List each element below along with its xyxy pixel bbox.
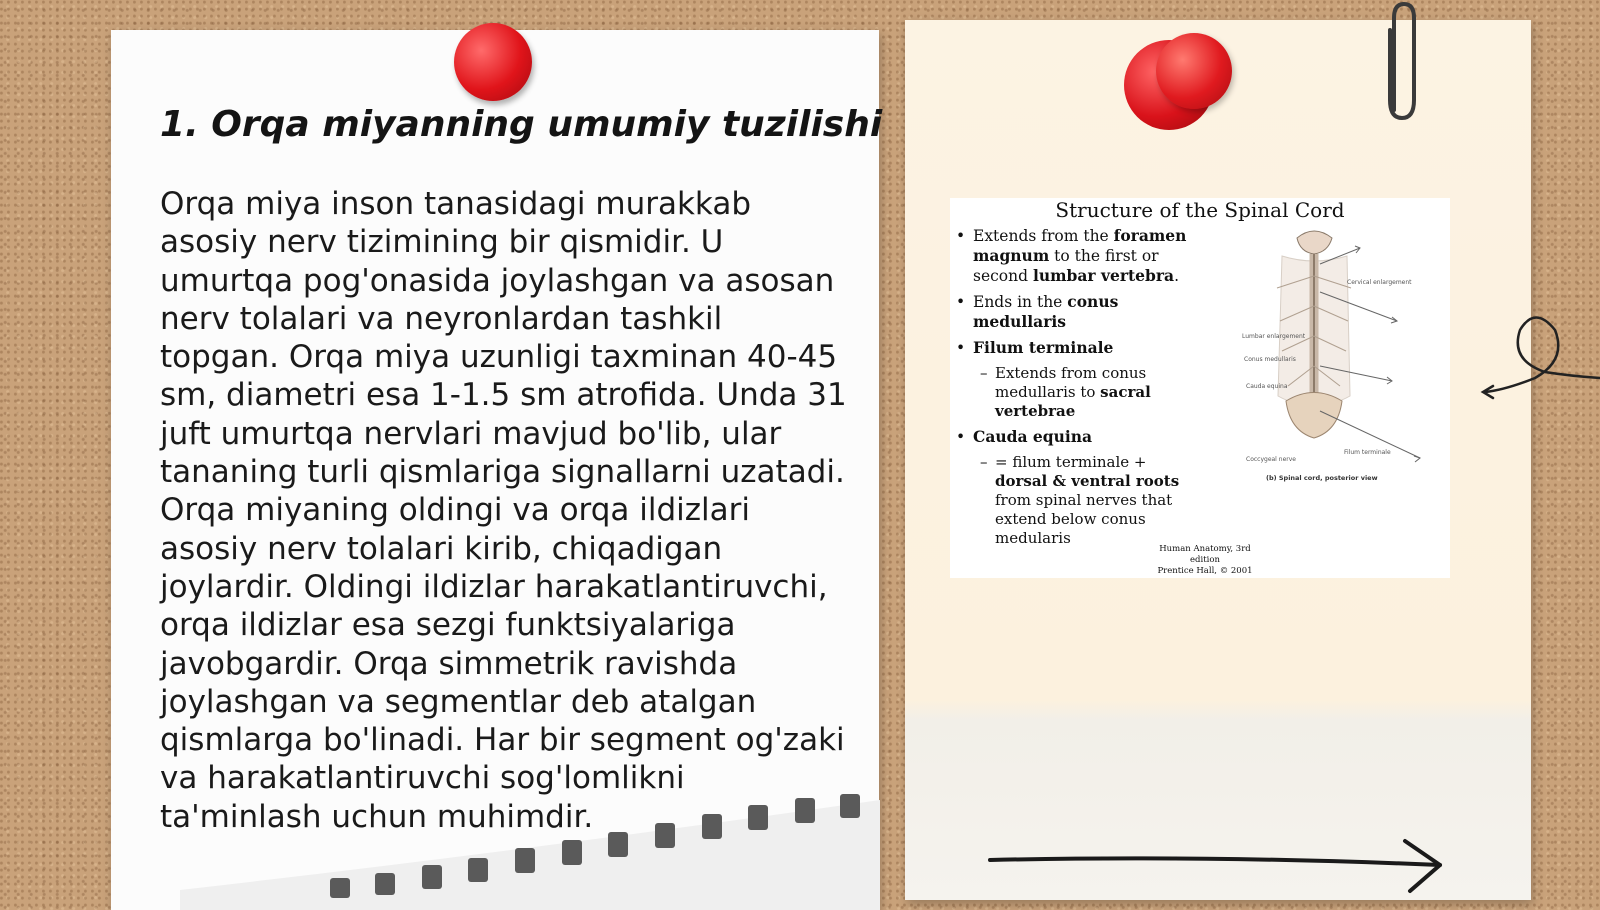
bullet-text: .	[1174, 267, 1180, 285]
list-item	[950, 427, 1195, 447]
push-pin-icon	[454, 23, 532, 101]
bullet-strong: sacral vertebrae	[995, 383, 1151, 420]
body-paragraph: Orqa miya inson tanasidagi murakkab asosiy nerv tizimining bir qismidir. U umurtqa pog'onasida joylashgan va asosan nerv tolalari va neyronlardan tashkil topgan. Orqa miya uzunligi taxminan 40-45 sm, diametri esa 1-1.5 sm atrofida. Unda 31 juft umurtqa nervlari mavjud bo'lib, ular tananing turli qismlariga signallarni uzatadi. Orqa miyaning oldingi va orqa ildizlari asosiy nerv tolalari kirib, chiqadigan joylardir. Oldingi ildizlar harakatlantiruvchi, orqa ildizlar esa sezgi funktsiyalariga javobgardir. Orqa simmetrik ravishda joylashgan va segmentlar deb atalgan qismlarga bo'linadi. Har bir segment og'zaki va harakatlantiruvchi sog'lomlikni ta'minlash uchun muhimdir.	[160, 186, 847, 835]
credit-line: Human Anatomy, 3rd edition	[1159, 544, 1251, 565]
arrow-right-icon	[985, 835, 1455, 895]
credit-line: Prentice Hall, © 2001	[1157, 566, 1253, 576]
figure-credit	[1144, 544, 1266, 577]
list-item	[950, 226, 1195, 286]
diagram-label: Coccygeal nerve	[1246, 456, 1296, 463]
bullet-strong: Filum terminale	[973, 338, 1114, 357]
diagram-caption: (b) Spinal cord, posterior view	[1266, 474, 1378, 482]
bullet-strong: foramen magnum	[973, 226, 1187, 265]
bullet-strong: Cauda equina	[973, 427, 1093, 446]
bullet-text: to the first or second	[973, 247, 1159, 285]
bullet-text: Extends from the	[973, 227, 1114, 245]
diagram-label: Lumbar enlargement	[1242, 333, 1306, 340]
figure-title: Structure of the Spinal Cord	[1055, 198, 1345, 222]
diagram-label: Conus medullaris	[1244, 356, 1296, 363]
list-item	[950, 364, 1195, 421]
list-item	[950, 292, 1195, 332]
bullet-text: = filum terminale +	[995, 453, 1147, 471]
list-item	[950, 338, 1195, 358]
bullet-strong: lumbar vertebra	[1032, 266, 1175, 285]
diagram-label: Cervical enlargement	[1347, 279, 1412, 286]
paper-clip-icon	[1374, 0, 1424, 125]
bullet-text: Extends from conus medullaris to	[995, 364, 1147, 401]
loop-doodle-icon	[1475, 310, 1600, 410]
bullet-text: Ends in the	[973, 293, 1068, 311]
spinal-cord-figure	[950, 198, 1450, 578]
list-item	[950, 453, 1195, 548]
diagram-label: Filum terminale	[1344, 449, 1391, 456]
push-pin-icon	[1156, 33, 1232, 109]
spinal-cord-diagram	[1242, 226, 1447, 496]
bullet-strong: dorsal & ventral roots	[995, 472, 1180, 490]
diagram-label: Cauda equina	[1246, 383, 1288, 390]
slide-title: 1. Orqa miyanning umumiy tuzilishi	[160, 104, 883, 145]
bullet-text: from spinal nerves that extend below conus medularis	[995, 491, 1173, 547]
bullet-strong: conus medullaris	[973, 292, 1119, 331]
figure-bullet-list	[950, 226, 1195, 554]
